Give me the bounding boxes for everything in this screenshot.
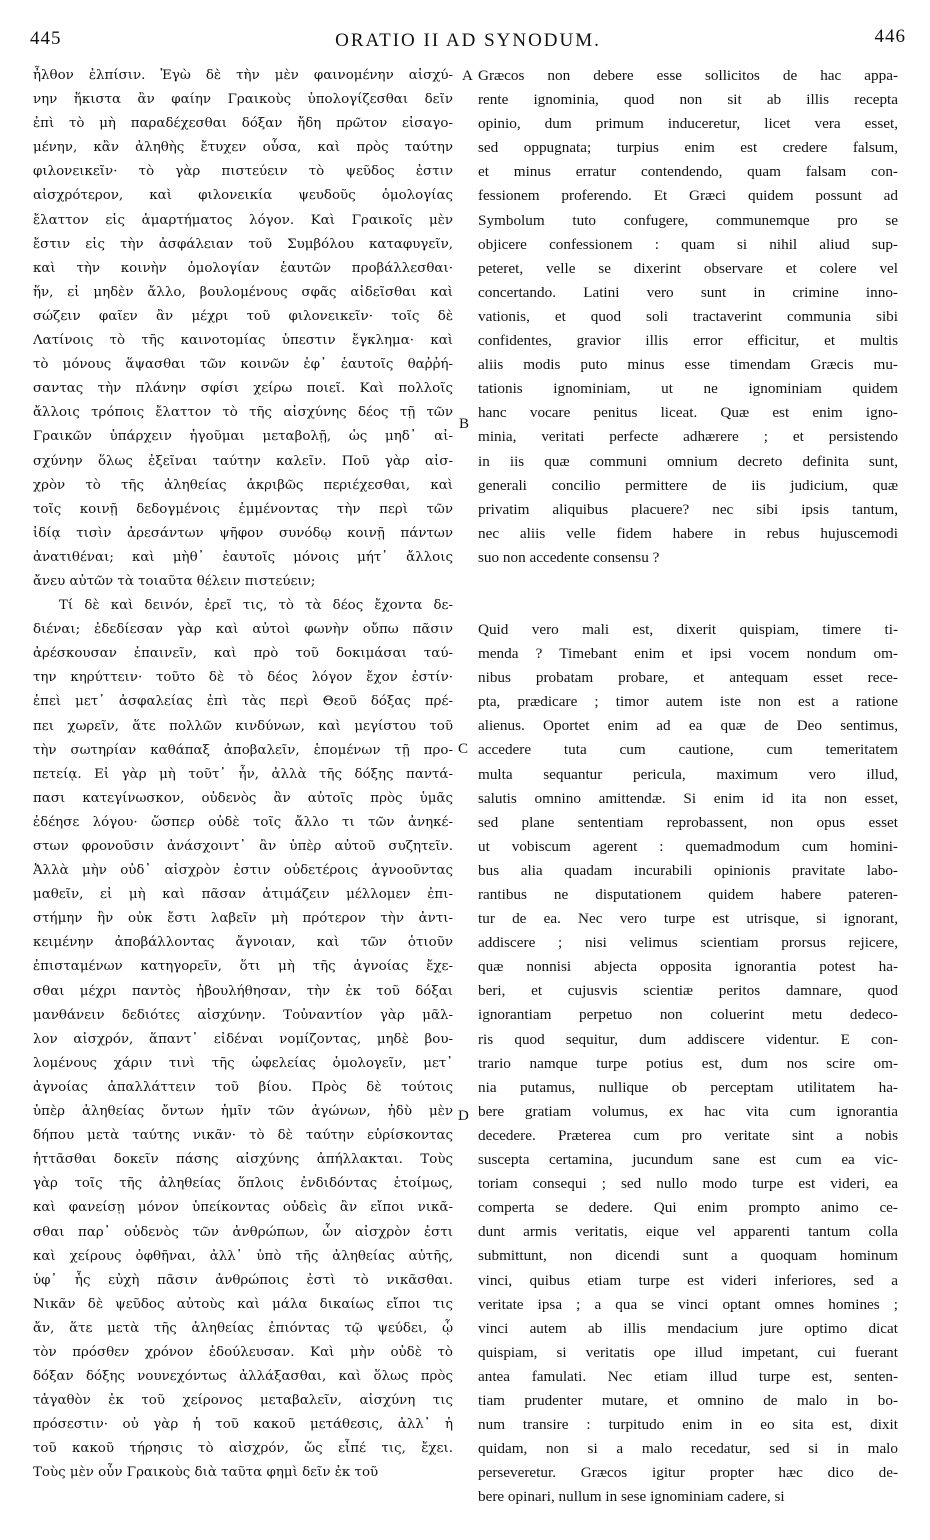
greek-text-line: Νικᾶν δὲ ψεῦδος αὐτοὺς καὶ μάλα δικαίως εἴποι τις [33, 1296, 453, 1312]
latin-text-line: quispiam, si veritatis ope illud impetant, cui fuerant [478, 1343, 898, 1361]
latin-text-line: bus alia quadam incurabili opinionis pravitate labo- [478, 861, 898, 879]
greek-text-line: ὑπὲρ ἀληθείας ὄντων ἡμῖν τῶν ἀγώνων, ἡδὺ μὲν [33, 1104, 453, 1120]
latin-text-line: Quid vero mali est, dixerit quispiam, timere ti- [478, 620, 898, 638]
running-title: ORATIO II AD SYNODUM. [335, 30, 601, 51]
latin-text-line: ignorantiam perpetuo non coluerint metu dedeco- [478, 1006, 898, 1024]
greek-text-line: γὰρ τοῖς τῆς ἀληθείας ὅπλοις ἐνδιδόντας ἑτοίμως, [33, 1176, 453, 1192]
latin-text-line: rantibus ne disputationem quidem habere pateren- [478, 886, 898, 903]
greek-text-line: ἀρέσκουσαν ἐπαινεῖν, καὶ πρὸ τοῦ δοκιμάσαι ταύ- [33, 646, 453, 662]
greek-text-line: μένην, κἂν ἀληθὴς ἔτυχεν οὖσα, καὶ πρὸς ταύτην [33, 140, 453, 156]
greek-text-line: δόξαν δόξης νουνεχόντως ἀλλάξασθαι, καὶ ὅλως πρὸς [33, 1369, 453, 1385]
latin-text-line: antea famulati. Nec etiam illud turpe est, senten- [478, 1367, 898, 1385]
latin-text-line: submittunt, non dicendi sunt a quoquam hominum [478, 1247, 898, 1265]
greek-text-line: πετείᾳ. Εἰ γὰρ μὴ τοῦτ᾽ ἦν, ἀλλὰ τῆς δόξης παντά- [33, 766, 453, 782]
latin-text-line: opinio, dum primum induceretur, licet vera esset, [478, 115, 898, 133]
latin-text-line: veritate ipsa ; a qua se vinci optant omnes homines ; [478, 1295, 898, 1313]
latin-text-line: bere gratiam volumus, ex hac vita cum ignorantia [478, 1102, 898, 1120]
greek-text-line: τὸ μόνους ἅψασθαι τῶν κοινῶν ἐφ᾽ ἑαυτοῖς θαῤῥή- [33, 357, 453, 373]
greek-text-line: Λατίνοις τὸ τῆς καινοτομίας ὑπεστιν ἔγκλημα· καὶ [33, 333, 453, 349]
latin-text-line: nia putamus, nullique ob perceptam utilitatem ha- [478, 1078, 898, 1096]
greek-text-line: τὸν πρόσθεν χρόνον ἐδούλευσαν. Καὶ μὴν οὐδὲ τὸ [33, 1344, 453, 1360]
margin-marker-d: D [458, 1108, 469, 1124]
greek-text-line: ἐπεὶ μετ᾽ ἀσφαλείας ἐπὶ τὰς περὶ Θεοῦ δόξας πρέ- [33, 694, 453, 710]
greek-text-line: μανθάνειν δεδιότες αἰσχύνην. Τοὐναντίον γὰρ μᾶλ- [33, 1007, 453, 1023]
greek-text-line: ἀγνοίας ἀπαλλάττειν τοῦ βίου. Πρὸς δὲ τούτοις [33, 1079, 453, 1095]
greek-text-line: τἀγαθὸν ἐκ τοῦ χείρονος μεταβαλεῖν, αἰσχύνη τις [33, 1393, 453, 1409]
latin-text-line: confidentes, gravior illis error efficitur, et multis [478, 332, 898, 350]
latin-text-line: ris quod sequitur, dum addiscere videntur. E con- [478, 1030, 898, 1048]
greek-text-line: διέναι; ἐδεδίεσαν γὰρ καὶ αὐτοὶ φωνὴν οὔπω πᾶσιν [33, 622, 453, 638]
latin-text-line: rente ignominia, quod non sit ab illis recepta [478, 91, 898, 109]
latin-text-line: objicere confessionem : quam si nihil aliud sup- [478, 235, 898, 253]
greek-text-line: τοῖς κοινῇ δεδογμένοις ἐμμένοντας τὴν περὶ τῶν [33, 501, 453, 517]
greek-text-line: σώζειν φαῖεν ἂν μέχρι τοῦ φιλονεικεῖν· τοῖς δὲ [33, 308, 453, 324]
greek-text-line: ἥν, εἰ μηδὲν ἄλλο, βουλομένους σφᾶς αἰδεῖσθαι καὶ [33, 284, 453, 300]
greek-text-line: πρόσεστιν· οὐ γὰρ ἡ τοῦ κακοῦ μετάθεσις, ἀλλ᾽ ἡ [33, 1417, 453, 1433]
latin-text-line: toriam consequi ; sed nullo modo turpe est videri, ea [478, 1175, 898, 1193]
latin-text-line: multa sequantur pericula, maximum vero illud, [478, 765, 898, 783]
latin-text-line: comperta se dedere. Qui enim prompto animo ce- [478, 1199, 898, 1217]
greek-text-line: ἐδέησε λόγου· ὥσπερ οὐδὲ τοῖς ἄλλο τι τῶν ἀνηκέ- [33, 814, 453, 830]
latin-text-column [478, 64, 898, 1509]
latin-text-line: vationis, et quod soli tractaverint communia sibi [478, 307, 898, 325]
greek-text-line: νην ἥκιστα ἂν φαίην Γραικοὺς ὑπολογίζεσθαι δεῖν [33, 92, 453, 108]
latin-text-line: Græcos non debere esse sollicitos de hac appa- [478, 67, 898, 84]
latin-text-line: fessionem proferendo. Et Græci quidem possunt ad [478, 187, 898, 205]
margin-marker-c: C [458, 741, 469, 757]
greek-text-line: ἀνατιθέναι; καὶ μὴθ᾽ ἑαυτοῖς μόνοις μήτ᾽ ἄλλοις [33, 549, 453, 565]
latin-text-line: et minus erratur contendendo, quam falsam con- [478, 163, 898, 181]
greek-text-line: Γραικῶν ὑπάρχειν ἡγοῦμαι μεταβολῇ, ὡς μηδ᾽ αἰ- [33, 429, 453, 445]
paragraph-gap [478, 570, 898, 618]
latin-text-line: vinci autem ab illis mendacium jure optimo dicat [478, 1319, 898, 1337]
greek-text-line: ἐπὶ τὸ μὴ παραδέχεσθαι δόξαν ἤδη πρῶτον εἰσαγο- [33, 116, 453, 132]
latin-text-line: tur de ea. Nec vero turpe est utrisque, si ignorant, [478, 910, 898, 928]
latin-text-line: hanc vocare penitus liceat. Quæ est enim igno- [478, 404, 898, 422]
greek-text-line: την κηρύττειν· τοῦτο δὲ τὸ δέος λόγον ἔχον ἐστίν· [33, 670, 453, 686]
latin-text-line: in iis quæ communi omnium decreto definita sunt, [478, 452, 898, 470]
greek-text-line: ὑφ᾽ ἧς εὐχὴ πᾶσιν ἀνθρώποις ἐστὶ τὸ νικᾶσθαι. [33, 1272, 453, 1288]
greek-text-line: σαντας τὴν πλάνην σφίσι χείρω ποιεῖ. Καὶ πολλοῖς [33, 381, 453, 397]
greek-text-line: δήπου μετὰ ταύτης νικᾶν· τὸ δὲ ταύτην εὑρίσκοντας [33, 1128, 453, 1144]
latin-text-line: tiam prudenter mutare, et omnino de malo in bo- [478, 1391, 898, 1409]
greek-text-line: λομένους χάριν τινὶ τῆς ὠφελείας ὁμολογεῖν, μετ᾽ [33, 1055, 453, 1071]
greek-text-line: ἄλλοις τρόποις ἔλαττον τὸ τῆς αἰσχύνης δέος τῇ τῶν [33, 405, 453, 421]
latin-text-line: num transire : turpitudo enim in eo sita est, dixit [478, 1416, 898, 1434]
latin-text-line: Symbolum tuto confugere, communemque pro se [478, 211, 898, 229]
latin-text-line: beri, et cujusvis scientiæ peritos damnare, quod [478, 982, 898, 1000]
latin-text-line: alienus. Oportet enim ad ea quæ de Deo sentimus, [478, 717, 898, 735]
latin-text-line: tationis ignominiam, ut ne ignominiam quidem [478, 380, 898, 398]
latin-text-line: nec aliis velle fidem habere in rebus hujuscemodi [478, 524, 898, 542]
page-header [30, 20, 906, 60]
greek-text-line: ἄν, ἅτε μετὰ τῆς ἀληθείας ἐπιόντας τῷ ψεύδει, ᾧ [33, 1320, 453, 1336]
latin-text-line: privatim aliquibus placuere? nec sibi ipsis tantum, [478, 500, 898, 518]
greek-text-line: καὶ τὴν κοινὴν ὁμολογίαν ἑαυτῶν προβάλλεσθαι· [33, 260, 453, 276]
greek-text-line: χρὸν τὸ τῆς ἀληθείας ἀκριβῶς περιέχεσθαι, καὶ [33, 477, 453, 493]
greek-text-line: στων φρονοῦσιν ἀνάσχοιντ᾽ ἂν ὑπὲρ αὐτοῦ συζητεῖν. [33, 839, 453, 854]
latin-text-line: salutis omnino amittendæ. Si enim id ita non esset, [478, 789, 898, 807]
greek-text-line: αἰσχρότερον, καὶ φιλονεικία ψευδοῦς ὁμολογίας [33, 188, 453, 204]
latin-text-line: nibus probatam probare, et antequam esset rece- [478, 669, 898, 687]
latin-text-line: vinci, quibus etiam turpe est videri inferiores, sed a [478, 1271, 898, 1289]
greek-text-line: ἔστιν εἰς τὴν ἀσφάλειαν τοῦ Συμβόλου καταφυγεῖν, [33, 236, 453, 252]
greek-text-line: καὶ χείρους ὀφθῆναι, ἀλλ᾽ ὑπὸ τῆς ἀληθείας αὐτῆς, [33, 1248, 453, 1264]
latin-text-line: ut vobiscum agerent : quemadmodum cum homini- [478, 837, 898, 855]
greek-text-line: στήμην ἣν οὐκ ἔστι λαβεῖν μὴ πρότερον τὴν ἀντι- [33, 911, 453, 927]
latin-text-line: generali concilio permittere de iis judicium, quæ [478, 476, 898, 494]
greek-text-line: φιλονεικεῖν· τὸ γὰρ πιστεύειν τὸ ψεῦδος ἐστιν [33, 164, 453, 180]
latin-text-line: perseveretur. Græcos igitur propter hæc dico de- [478, 1464, 898, 1482]
margin-marker-b: B [459, 416, 470, 432]
latin-text-line: menda ? Timebant enim et ipsi vocem nondum om- [478, 645, 898, 663]
greek-text-line: ἦλθον ἐλπίσιν. Ἐγὼ δὲ τὴν μὲν φαινομένην αἰσχύ- [33, 68, 453, 83]
greek-text-line: μαθεῖν, εἰ μὴ καὶ πᾶσαν ἀτιμάζειν μέλλομεν ἐπι- [33, 887, 453, 903]
greek-text-line: τοῦ κακοῦ τήρησις τὸ αἰσχρόν, ὥς εἶπέ τις, ἔχει. [33, 1441, 453, 1457]
latin-text-line: quidam, non si a malo recedatur, sed si in malo [478, 1440, 898, 1458]
greek-text-line: ἄνευ αὐτῶν τὰ τοιαῦτα θέλειν πιστεύειν; [33, 573, 316, 589]
latin-text-line: peteret, velle se dixerint observare et colere vel [478, 259, 898, 277]
greek-text-line: τὴν σωτηρίαν καθάπαξ ἀποβαλεῖν, ἑπομένων τῇ προ- [33, 742, 453, 758]
greek-text-line: ἰδίᾳ τισὶν ἀρεσάντων ψῆφον συνόδῳ κοινῇ πάντων [33, 525, 453, 541]
latin-text-line: minia, veritati perfecte adhærere ; et persistendo [478, 428, 898, 446]
latin-text-line: quæ nonnisi abjecta opposita ignorantia potest ha- [478, 958, 898, 976]
greek-text-column [33, 64, 453, 1486]
page-number-left: 445 [30, 28, 62, 49]
latin-text-line: suscepta certamina, jucundum sane est cum ea vic- [478, 1151, 898, 1169]
latin-text-line: addiscere ; nisi velimus scientiam prorsus rejicere, [478, 934, 898, 952]
latin-text-line: concertando. Latini vero sunt in crimine inno- [478, 283, 898, 301]
greek-text-line: Τί δὲ καὶ δεινόν, ἐρεῖ τις, τὸ τὰ δέος ἔχοντα δε- [59, 598, 453, 614]
greek-text-line: πασι κατεγίνωσκον, οὐδενὸς ἂν αὐτοῖς πρὸς ὑμᾶς [33, 790, 453, 806]
latin-text-line: suo non accedente consensu ? [478, 548, 660, 566]
latin-text-line: accedere tuta cum cautione, cum temeritatem [478, 741, 898, 759]
greek-text-line: σθαι παρ᾽ οὐδενὸς τῶν ἀνθρώπων, ὧν αἰσχρὸν ἐστι [33, 1224, 453, 1240]
latin-text-line: sed oppugnata; turpius enim est credere falsum, [478, 139, 898, 157]
latin-text-line: pta, prædicare ; timor autem iste non est a ratione [478, 693, 898, 711]
greek-text-line: κειμένην ἀποβάλλοντας ἄγνοιαν, καὶ τῶν ὁτιοῦν [33, 935, 453, 951]
greek-text-line: καὶ φανείσῃ μόνον ὑπείκοντας οὐδεὶς ἂν εἴποι νικᾶ- [33, 1200, 453, 1216]
latin-text-line: bere opinari, nullum in sese ignominiam cadere, si [478, 1488, 785, 1506]
page-number-right: 446 [874, 26, 906, 47]
margin-marker-a: A [462, 68, 473, 84]
greek-text-line: σθαι μέχρι παντὸς ἠβουλήθησαν, τὴν ἐκ τοῦ δόξαι [33, 983, 453, 999]
greek-text-line: ἐπισταμένων κατηγορεῖν, ὅτι μὴ τῆς ἀγνοίας ἔχε- [33, 959, 453, 975]
latin-text-line: trario namque turpe potius est, dum nos scire om- [478, 1054, 898, 1072]
latin-text-line: dunt armis veritatis, eique vel apparenti tantum colla [478, 1223, 898, 1241]
greek-text-line: Ἀλλὰ μὴν οὐδ᾽ αἰσχρὸν ἐστιν οὐδετέροις ἀγνοοῦντας [33, 863, 453, 879]
latin-text-line: aliis modis puto minus esse timendam Græcis mu- [478, 356, 898, 374]
greek-text-line: πει χωρεῖν, ἅτε πολλῶν κινδύνων, καὶ μεγίστου τοῦ [33, 718, 453, 734]
greek-text-line: ἔλαττον εἰς ἁμαρτήματος λόγον. Καὶ Γραικοῖς μὲν [33, 212, 453, 228]
latin-text-line: sed plane sententiam reprobassent, non opus esset [478, 813, 898, 831]
greek-text-line: σχύνην ὅλως ἐξεῖναι ταύτην καλεῖν. Ποῦ γὰρ αἰσ- [33, 453, 453, 469]
greek-text-line: ἡττᾶσθαι δοκεῖν πάσης αἰσχύνης ἀπήλλακται. Τοὺς [33, 1152, 453, 1168]
greek-text-line: Τοὺς μὲν οὖν Γραικοὺς διὰ ταῦτα φημὶ δεῖν ἐκ τοῦ [33, 1465, 379, 1481]
greek-text-line: λον αἰσχρόν, ἅπαντ᾽ εἰδέναι νομίζοντας, μηδὲ βου- [33, 1031, 453, 1047]
latin-text-line: decedere. Præterea cum pro veritate sint a nobis [478, 1126, 898, 1144]
